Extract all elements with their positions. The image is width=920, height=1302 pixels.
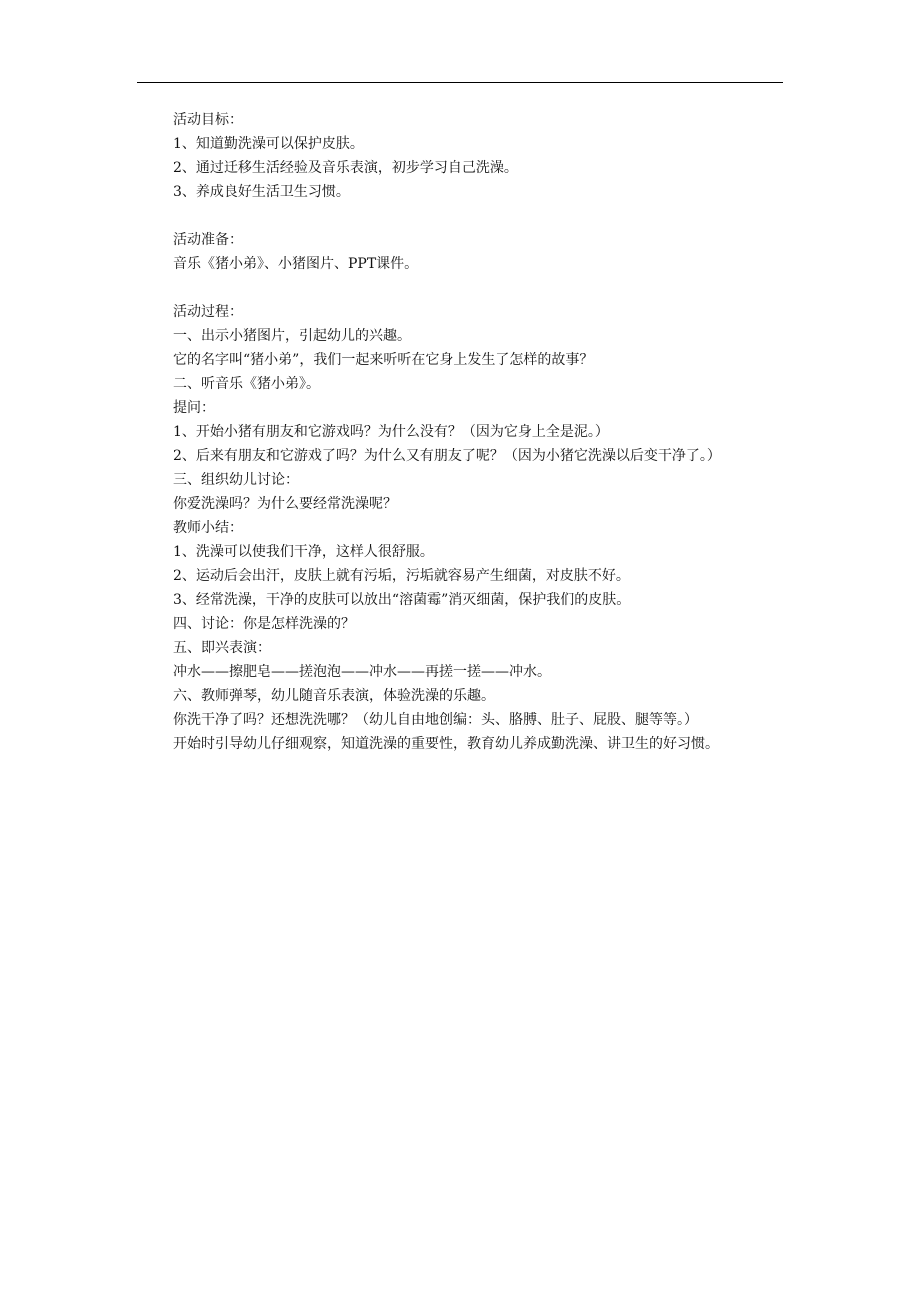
goal-item-1: 1、知道勤洗澡可以保护皮肤。 bbox=[173, 136, 364, 152]
process-line: 2、后来有朋友和它游戏了吗？为什么又有朋友了呢？（因为小猪它洗澡以后变干净了。） bbox=[173, 448, 721, 464]
process-line: 1、洗澡可以使我们干净，这样人很舒服。 bbox=[173, 544, 434, 560]
section-heading: 活动准备： bbox=[173, 232, 243, 248]
header-rule bbox=[137, 82, 783, 83]
process-line: 三、组织幼儿讨论： bbox=[173, 472, 299, 488]
process-line: 教师小结： bbox=[173, 520, 243, 536]
section-goals bbox=[137, 108, 783, 204]
goal-item-2: 2、通过迁移生活经验及音乐表演，初步学习自己洗澡。 bbox=[173, 160, 518, 176]
process-line: 五、即兴表演： bbox=[173, 640, 271, 656]
goal-item-3: 3、养成良好生活卫生习惯。 bbox=[173, 184, 350, 200]
preparation-item: 音乐《猪小弟》、小猪图片、PPT课件。 bbox=[173, 256, 419, 272]
document-body bbox=[137, 108, 783, 756]
section-heading: 活动目标： bbox=[173, 112, 243, 128]
process-line: 二、听音乐《猪小弟》。 bbox=[173, 376, 320, 392]
section-process bbox=[137, 300, 783, 756]
section-heading: 活动过程： bbox=[173, 304, 243, 320]
process-line: 四、讨论：你是怎样洗澡的？ bbox=[173, 616, 355, 632]
process-line: 你爱洗澡吗？为什么要经常洗澡呢？ bbox=[173, 496, 397, 512]
process-line: 1、开始小猪有朋友和它游戏吗？为什么没有？（因为它身上全是泥。） bbox=[173, 424, 609, 440]
process-line: 冲水——擦肥皂——搓泡泡——冲水——再搓一搓——冲水。 bbox=[173, 664, 551, 680]
process-line: 它的名字叫“猪小弟”，我们一起来听听在它身上发生了怎样的故事？ bbox=[173, 352, 594, 368]
process-line: 3、经常洗澡，干净的皮肤可以放出“溶菌霉”消灭细菌，保护我们的皮肤。 bbox=[173, 592, 631, 608]
section-preparation bbox=[137, 228, 783, 276]
process-line: 一、出示小猪图片，引起幼儿的兴趣。 bbox=[173, 328, 411, 344]
process-line: 开始时引导幼儿仔细观察，知道洗澡的重要性，教育幼儿养成勤洗澡、讲卫生的好习惯。 bbox=[173, 736, 719, 752]
process-line: 2、运动后会出汗，皮肤上就有污垢，污垢就容易产生细菌，对皮肤不好。 bbox=[173, 568, 630, 584]
process-line: 提问： bbox=[173, 400, 215, 416]
process-line: 你洗干净了吗？还想洗洗哪？（幼儿自由地创编：头、胳膊、肚子、屁股、腿等等。） bbox=[173, 712, 698, 728]
process-line: 六、教师弹琴，幼儿随音乐表演，体验洗澡的乐趣。 bbox=[173, 688, 495, 704]
